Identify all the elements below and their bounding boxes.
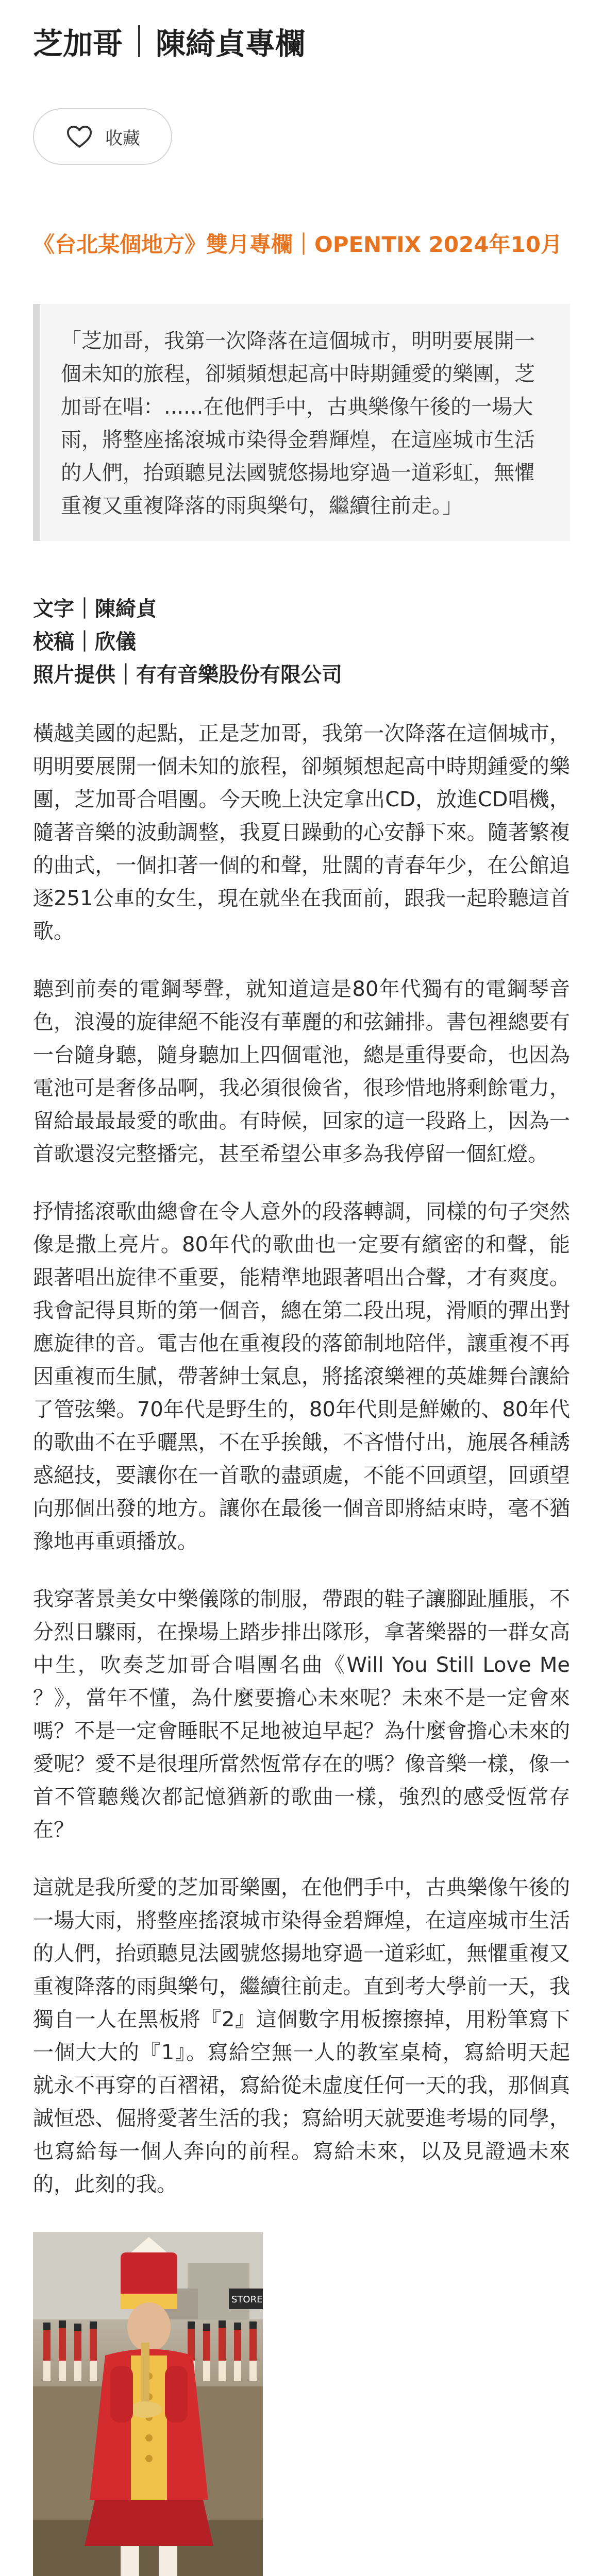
title-divider [138, 25, 140, 57]
page-title: 芝加哥 [33, 26, 123, 61]
title-row [33, 15, 570, 67]
article-header [0, 0, 603, 165]
credits [33, 592, 570, 691]
pull-quote: 「芝加哥，我第一次降落在這個城市，明明要展開一個未知的旅程，卻頻頻想起高中時期鍾愛的樂團，芝加哥在唱：......在他們手中，古典樂像午後的一場大雨，將整座搖滾城市染得金碧輝煌，在這座城市生活的人們，抬頭聽見法國號悠揚地穿過一道彩虹，無懼重複又重複降落的雨與樂句，繼續往前走。」 [33, 304, 570, 541]
photo-lettering: STORE [231, 2294, 263, 2305]
body-paragraph: 聽到前奏的電鋼琴聲，就知道這是80年代獨有的電鋼琴音色，浪漫的旋律絕不能沒有華麗的和弦鋪排。書包裡總要有一台隨身聽，隨身聽加上四個電池，總是重得要命，也因為電池可是奢侈品啊，我必須很儉省，很珍惜地將剩餘電力，留給最最最愛的歌曲。有時候，回家的這一段路上，因為一首歌還沒完整播完，甚至希望公車多為我停留一個紅燈。 [33, 977, 570, 1166]
credit-writer: 文字｜陳綺貞 [33, 597, 157, 621]
body-paragraph: 我穿著景美女中樂儀隊的制服，帶跟的鞋子讓腳趾腫脹，不分烈日驟雨，在操場上踏步排出隊形，拿著樂器的一群女高中生，吹奏芝加哥合唱團名曲《Will You Still Love Me ？》，當年不懂，為什麼要擔心未來呢？未來不是一定會來嗎？不是一定會睡眠不足地被迫早起？為什麼會擔心未來的愛呢？愛不是很理所當然恆常存在的嗎？像音樂一樣，像一首不管聽幾次都記憶猶新的歌曲一樣，強烈的感受恆常存在？ [33, 1587, 570, 1842]
column-source: 《台北某個地方》雙月專欄｜OPENTIX 2024年10月 [33, 232, 562, 257]
credit-photo: 照片提供｜有有音樂股份有限公司 [33, 663, 342, 687]
heart-icon [65, 122, 94, 151]
favorite-label: 收藏 [105, 128, 140, 149]
credit-editor: 校稿｜欣儀 [33, 630, 136, 654]
body-paragraph: 橫越美國的起點，正是芝加哥，我第一次降落在這個城市，明明要展開一個未知的旅程，卻頻頻想起高中時期鍾愛的樂團，芝加哥合唱團。今天晚上決定拿出CD，放進CD唱機，隨著音樂的波動調整，我夏日躁動的心安靜下來。隨著繁複的曲式，一個扣著一個的和聲，壯闊的青春年少，在公館追逐251公車的女生，現在就坐在我面前，跟我一起聆聽這首歌。 [33, 722, 570, 943]
column-name: 陳綺貞專欄 [156, 26, 306, 61]
photo-illustration [33, 2232, 263, 2576]
body-paragraph: 這就是我所愛的芝加哥樂團，在他們手中，古典樂像午後的一場大雨，將整座搖滾城市染得金碧輝煌，在這座城市生活的人們，抬頭聽見法國號悠揚地穿過一道彩虹，無懼重複又重複降落的雨與樂句，繼續往前走。直到考大學前一天，我獨自一人在黑板將『2』這個數字用板擦擦掉，用粉筆寫下一個大大的『1』。寫給空無一人的教室桌椅，寫給明天起就永不再穿的百褶裙，寫給從未虛度任何一天的我，那個真誠恒恐、倔將愛著生活的我；寫給明天就要進考場的同學，也寫給每一個人奔向的前程。寫給未來，以及見證過未來的，此刻的我。 [33, 1876, 570, 2196]
body-paragraph: 抒情搖滾歌曲總會在令人意外的段落轉調，同樣的句子突然像是撒上亮片。80年代的歌曲也一定要有繽密的和聲，能跟著唱出旋律不重要，能精準地跟著唱出合聲，才有爽度。我會記得貝斯的第一個音，總在第二段出現，滑順的彈出對應旋律的音。電吉他在重複段的落節制地陪伴，讓重複不再因重複而生膩，帶著紳士氣息，將搖滾樂裡的英雄舞台讓給了管弦樂。70年代是野生的，80年代則是鮮嫩的、80年代的歌曲不在乎曬黑，不在乎挨餓，不吝惜付出，施展各種誘惑絕技，要讓你在一首歌的盡頭處，不能不回頭望，回頭望向那個出發的地方。讓你在最後一個音即將結束時，毫不猶豫地再重頭播放。 [33, 1200, 570, 1553]
favorite-button[interactable] [33, 108, 172, 165]
marching-band-photo [33, 2232, 263, 2576]
